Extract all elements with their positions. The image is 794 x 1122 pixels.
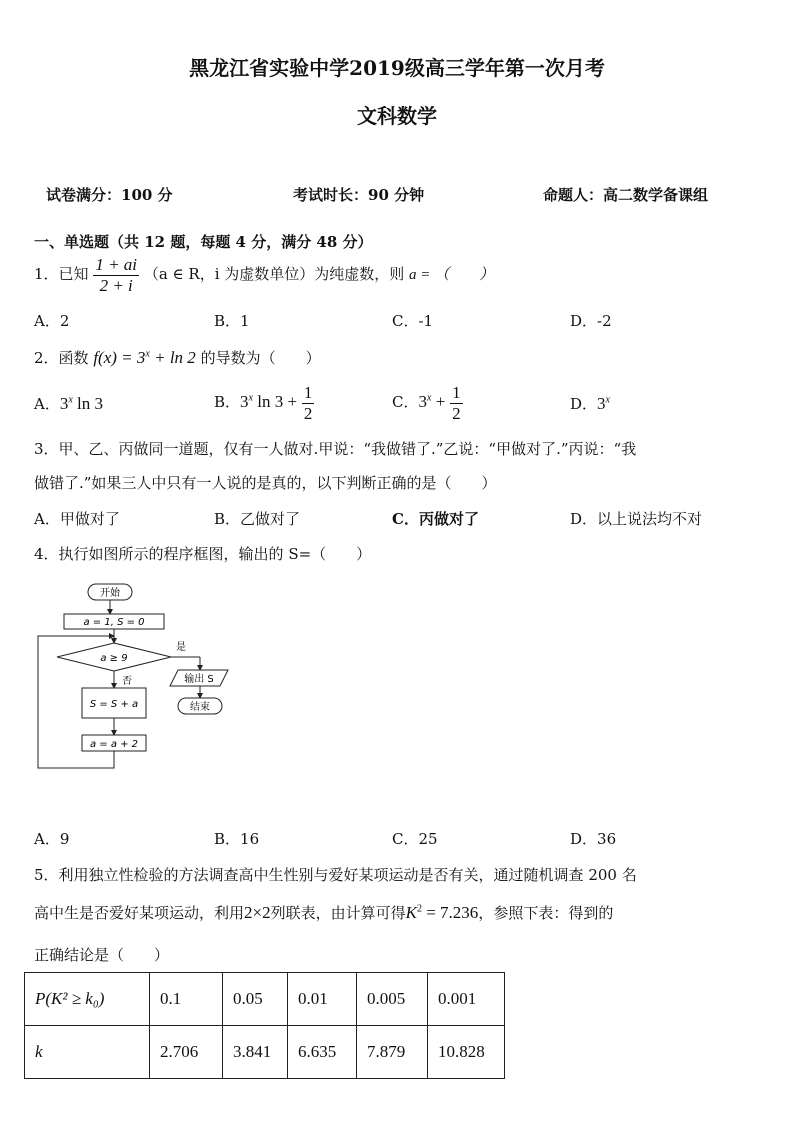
exam-duration: 考试时长：90 分钟 xyxy=(293,186,425,204)
question-3-line-2: 做错了.”如果三人中只有一人说的是真的，以下判断正确的是（ ） xyxy=(34,474,497,492)
question-5-line-2: 高中生是否爱好某项运动，利用2×2列联表，由计算可得$K^2 = 7.236$，参照下表：得到的 xyxy=(34,903,614,922)
question-5-line-3: 正确结论是（ ） xyxy=(34,946,170,964)
q3-option-b: B．乙做对了 xyxy=(214,510,301,528)
question-5-line-1: 5．利用独立性检验的方法调查高中生性别与爱好某项运动是否有关，通过随机调查 200 名 xyxy=(34,866,637,884)
q4-option-d: D．36 xyxy=(570,830,617,848)
q3-option-d: D．以上说法均不对 xyxy=(570,510,703,528)
q2-text: 2．函数 xyxy=(34,349,89,367)
table-cell: 0.01 xyxy=(288,973,357,1026)
page-subtitle: 文科数学 xyxy=(357,104,437,128)
q2-option-c: C．$3^x$ + $\frac{1}{2}$ xyxy=(392,383,461,423)
table-cell: 0.001 xyxy=(428,973,505,1026)
table-cell: 3.841 xyxy=(223,1026,288,1079)
q1-option-c: C．-1 xyxy=(392,312,434,330)
table-cell: 7.879 xyxy=(357,1026,428,1079)
q1-number: 1．已知 xyxy=(34,265,89,284)
q4-option-c: C．25 xyxy=(392,830,438,848)
flow-decision-label: a ≥ 9 xyxy=(100,653,128,664)
table-cell: 6.635 xyxy=(288,1026,357,1079)
q1-frac-num: 1 + ai xyxy=(95,255,138,274)
full-score: 试卷满分：100 分 xyxy=(46,186,173,204)
q1-frac-den: 2 + i xyxy=(99,275,133,295)
exam-author: 命题人：高二数学备课组 xyxy=(543,186,709,204)
table-cell: 0.1 xyxy=(150,973,223,1026)
q1-condition: （a ∈ R，i 为虚数单位）为纯虚数，则 xyxy=(143,265,405,284)
q1-end: a = （ ） xyxy=(409,267,495,284)
section-heading: 一、单选题（共 12 题，每题 4 分，满分 48 分） xyxy=(34,233,373,251)
question-4: 4．执行如图所示的程序框图，输出的 S=（ ） xyxy=(34,545,372,563)
table-head-k: k xyxy=(25,1026,150,1079)
table-cell: 2.706 xyxy=(150,1026,223,1079)
table-cell: 0.05 xyxy=(223,973,288,1026)
q2-option-d: D．3$^x$ xyxy=(570,394,610,413)
table-cell: 0.005 xyxy=(357,973,428,1026)
flow-init-label: a = 1, S = 0 xyxy=(83,617,145,628)
page-title: 黑龙江省实验中学2019级高三学年第一次月考 xyxy=(189,56,605,80)
flow-yes-label: 是 xyxy=(176,642,186,653)
table-head-p: P(K² ≥ k₀) xyxy=(25,973,150,1026)
q1-option-a: A．2 xyxy=(34,312,70,330)
q2-function: $f(x) = 3^x + \ln 2$ xyxy=(93,348,196,367)
q2-option-b: B．3$^x$ ln 3 + $\frac{1}{2}$ xyxy=(214,383,313,423)
q2-tail: 的导数为（ ） xyxy=(200,349,321,367)
flow-end-label: 结束 xyxy=(190,702,210,713)
flowchart xyxy=(30,580,250,775)
q4-option-a: A．9 xyxy=(34,830,70,848)
question-3-line-1: 3．甲、乙、丙做同一道题，仅有一人做对.甲说：“我做错了.”乙说：“甲做对了.”丙说：“我 xyxy=(34,440,637,458)
flow-output-label: 输出 S xyxy=(184,674,214,685)
q1-fraction xyxy=(93,255,139,295)
flow-step1-label: S = S + a xyxy=(89,699,139,710)
q3-option-a: A．甲做对了 xyxy=(34,510,120,528)
table-row xyxy=(25,1026,505,1079)
q4-option-b: B．16 xyxy=(214,830,260,848)
question-2 xyxy=(34,347,321,368)
flow-step2-label: a = a + 2 xyxy=(89,739,139,750)
table-row xyxy=(25,973,505,1026)
q3-option-c: C．丙做对了 xyxy=(392,510,479,528)
q1-option-d: D．-2 xyxy=(570,312,612,330)
question-1 xyxy=(34,255,494,295)
table-cell: 10.828 xyxy=(428,1026,505,1079)
q1-option-b: B．1 xyxy=(214,312,250,330)
q2-option-a: A．3$^x$ ln 3 xyxy=(34,394,104,413)
flow-start-label: 开始 xyxy=(100,588,120,599)
probability-table xyxy=(24,972,505,1079)
flow-no-label: 否 xyxy=(122,676,132,687)
